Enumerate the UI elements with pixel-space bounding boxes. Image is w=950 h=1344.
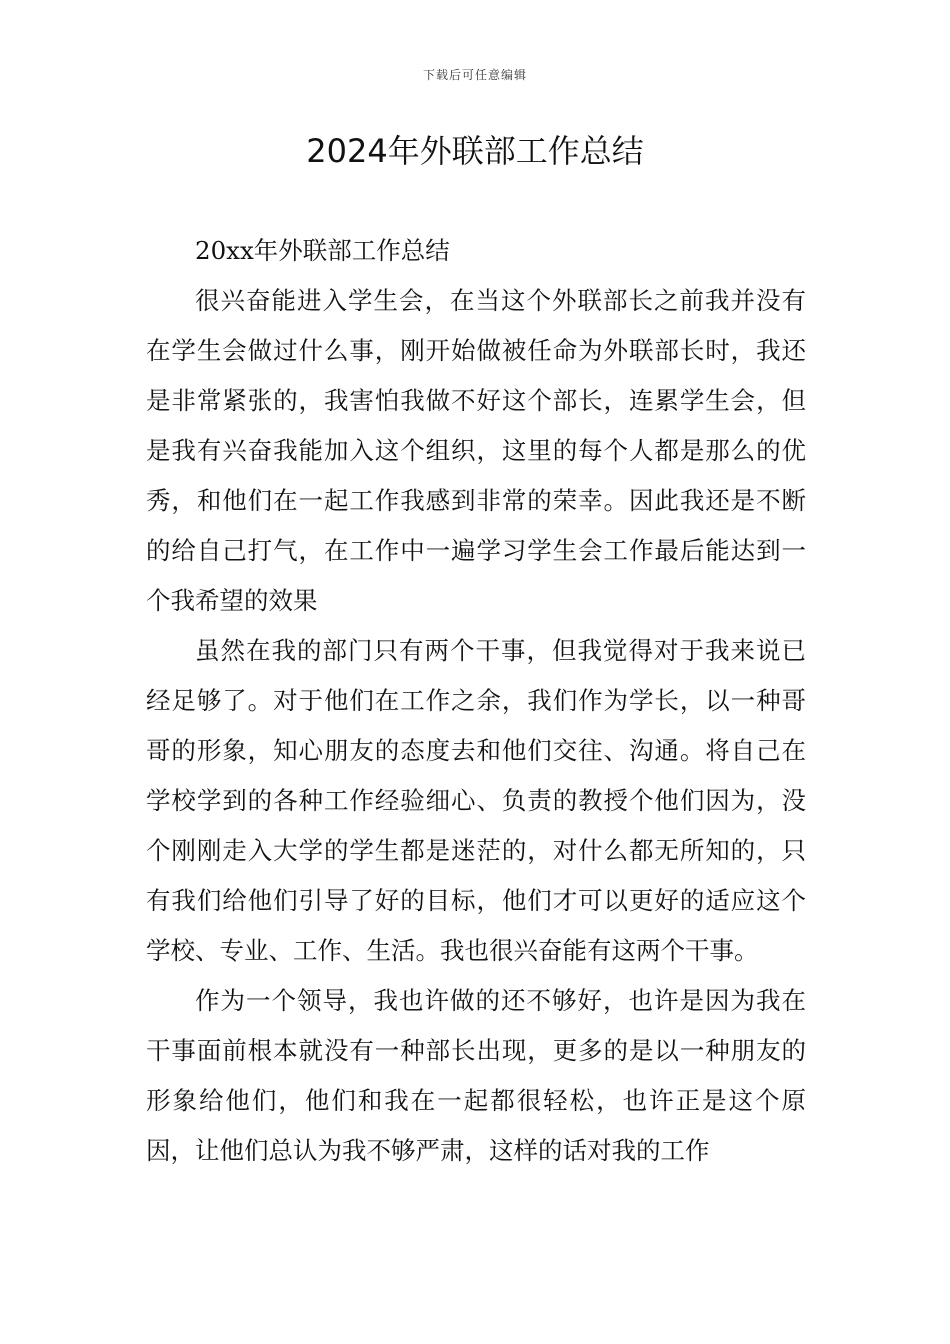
document-body: [146, 226, 806, 1176]
document-subtitle: 20xx年外联部工作总结: [195, 236, 450, 265]
paragraph-3: 作为一个领导，我也许做的还不够好，也许是因为我在干事面前根本就没有一种部长出现，更多的是以一种朋友的形象给他们，他们和我在一起都很轻松，也许正是这个原因，让他们总认为我不够严肃，这样的话对我的工作: [146, 986, 806, 1165]
paragraph-1: 很兴奋能进入学生会，在当这个外联部长之前我并没有在学生会做过什么事，刚开始做被任命为外联部长时，我还是非常紧张的，我害怕我做不好这个部长，连累学生会，但是我有兴奋我能加入这个组织，这里的每个人都是那么的优秀，和他们在一起工作我感到非常的荣幸。因此我还是不断的给自己打气，在工作中一遍学习学生会工作最后能达到一个我希望的效果: [146, 286, 806, 615]
document-title: 2024年外联部工作总结: [306, 132, 644, 170]
header-note: 下载后可任意编辑: [422, 68, 527, 82]
paragraph-2: 虽然在我的部门只有两个干事，但我觉得对于我来说已经足够了。对于他们在工作之余，我们作为学长，以一种哥哥的形象，知心朋友的态度去和他们交往、沟通。将自己在学校学到的各种工作经验细心、负责的教授个他们因为，没个刚刚走入大学的学生都是迷茫的，对什么都无所知的，只有我们给他们引导了好的目标，他们才可以更好的适应这个学校、专业、工作、生活。我也很兴奋能有这两个干事。: [146, 636, 806, 965]
